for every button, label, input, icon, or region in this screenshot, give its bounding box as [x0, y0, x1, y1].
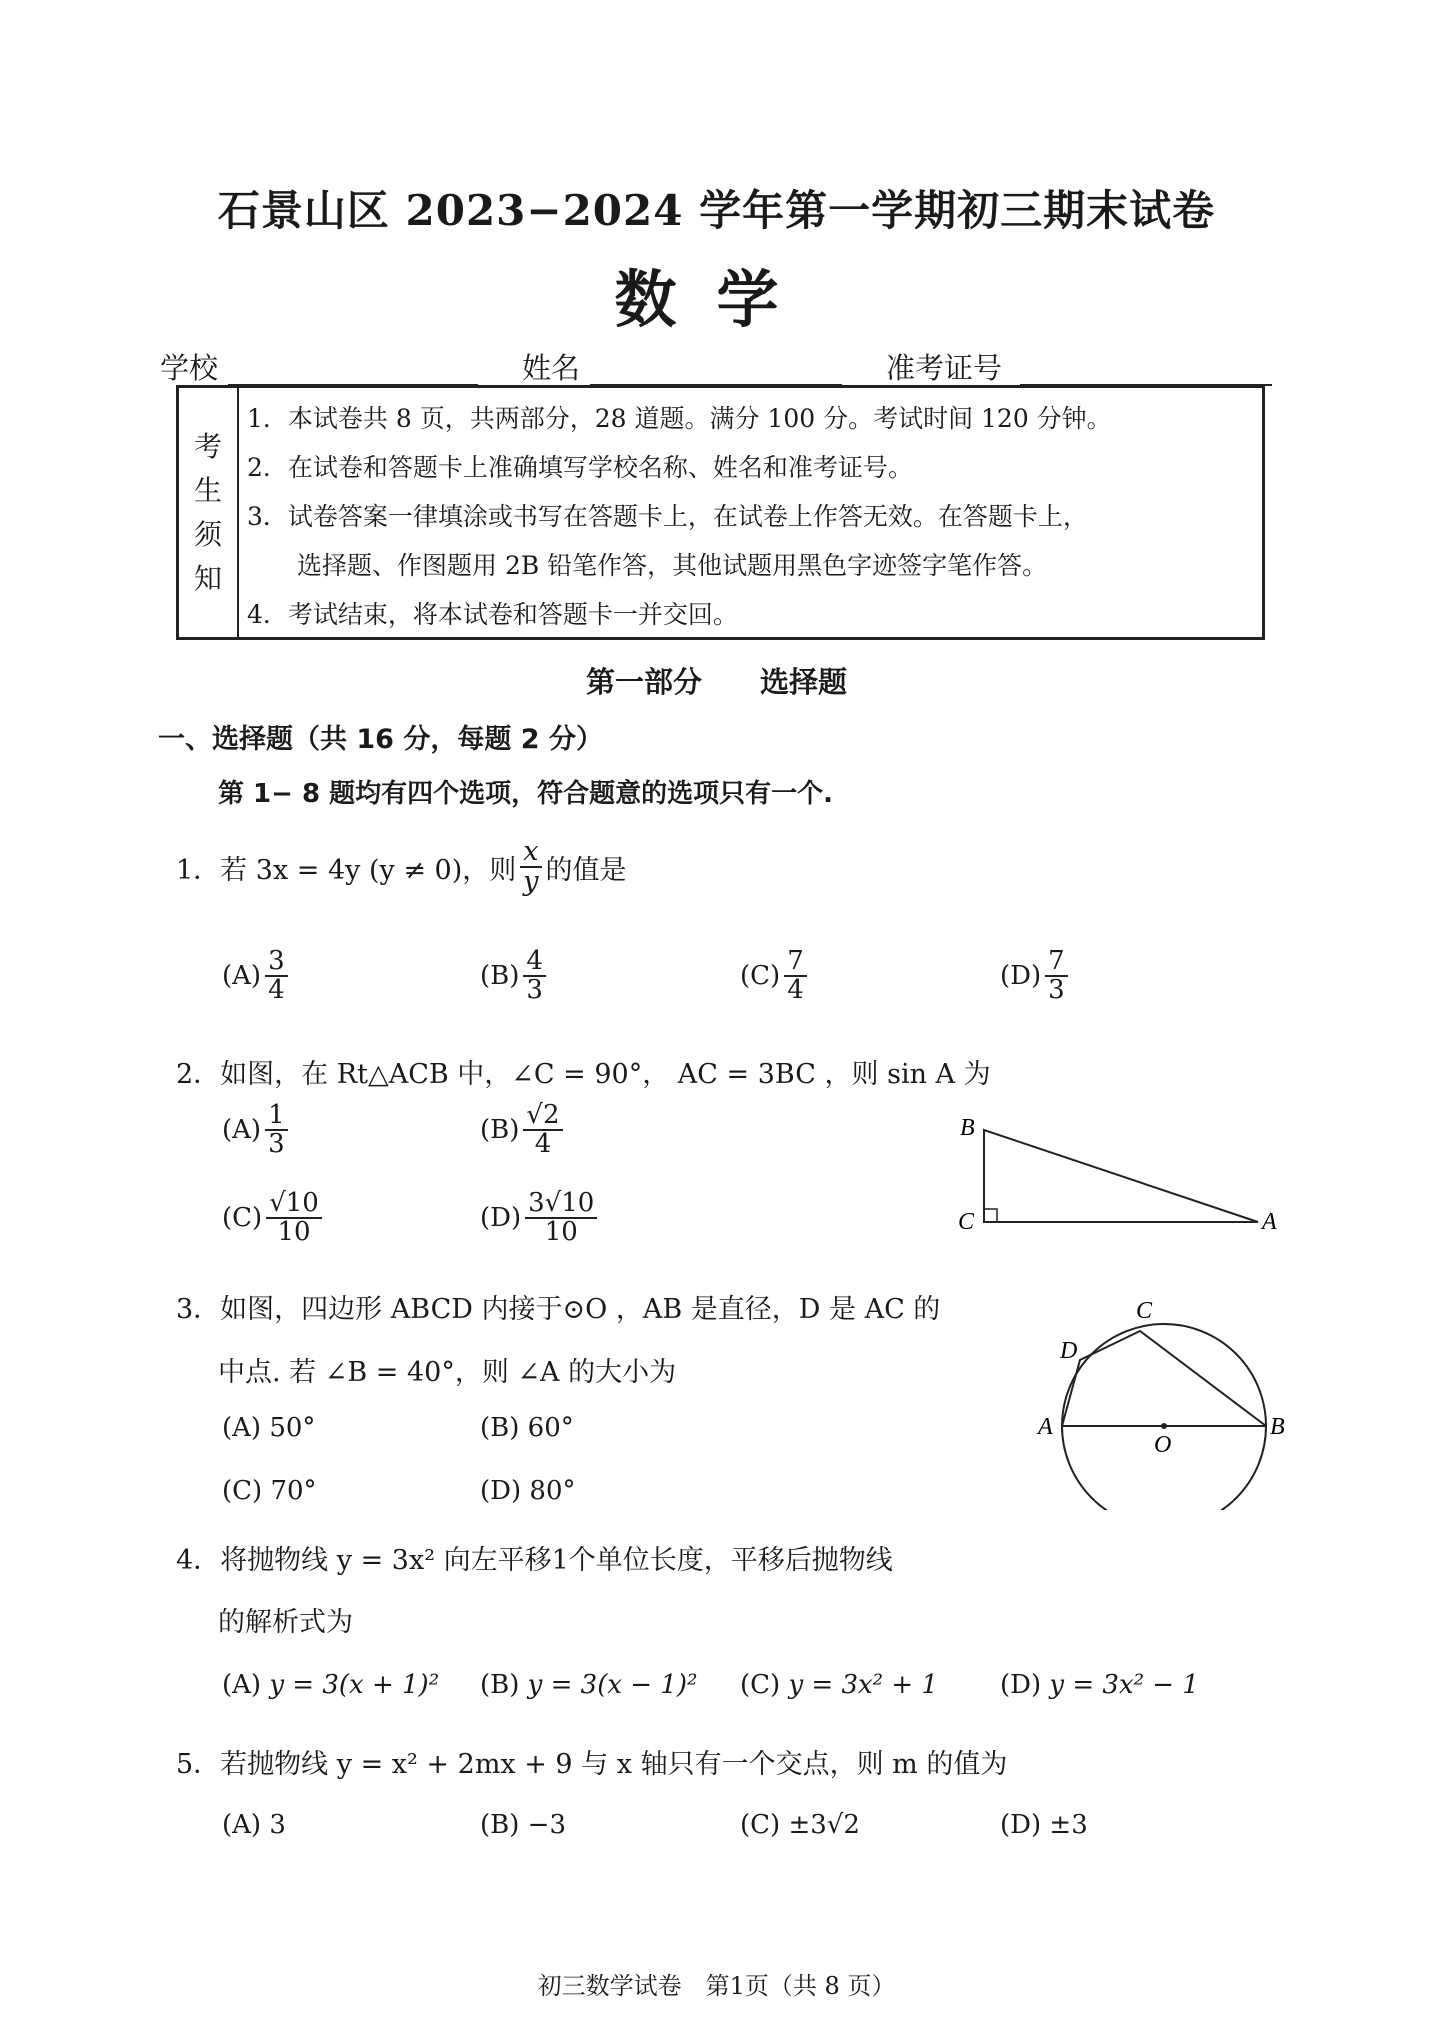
option-fraction [265, 1102, 288, 1159]
option-label: (D) [480, 1476, 522, 1506]
option-label: (B) [480, 961, 520, 992]
frac-num: 3√10 [525, 1190, 597, 1219]
frac-num: 1 [265, 1102, 288, 1131]
notice-heading-char: 考 [193, 429, 222, 463]
q3-option-c[interactable] [222, 1476, 317, 1506]
section-instruction: 第 1− 8 题均有四个选项，符合题意的选项只有一个. [218, 779, 833, 809]
school-label: 学校 [160, 351, 219, 385]
q3-circle-figure [1030, 1280, 1300, 1510]
option-value: 80° [529, 1476, 576, 1506]
option-value: y = 3(x − 1)² [527, 1670, 698, 1700]
option-label: (C) [740, 961, 781, 992]
q2-option-c[interactable] [222, 1190, 326, 1247]
option-value: y = 3x² + 1 [788, 1670, 938, 1700]
notice-item: 选择题、作图题用 2B 铅笔作答，其他试题用黑色字迹签字笔作答。 [247, 551, 1048, 580]
subject-title: 数学 [614, 263, 819, 336]
frac-den: 4 [534, 1129, 552, 1160]
notice-item: 4．考试结束，将本试卷和答题卡一并交回。 [247, 600, 738, 629]
vertex-label-b: B [960, 1115, 975, 1141]
frac-den: 4 [787, 975, 804, 1006]
notice-heading-char: 知 [193, 561, 222, 595]
q1-stem-pre: 1．若 3x = 4y (y ≠ 0)，则 [176, 854, 517, 886]
point-label-d: D [1060, 1338, 1078, 1364]
option-label: (B) [480, 1810, 520, 1840]
q5-option-d[interactable] [1000, 1810, 1088, 1840]
point-label-c: C [1136, 1298, 1153, 1324]
frac-den: 10 [544, 1217, 578, 1248]
option-value: y = 3x² − 1 [1049, 1670, 1199, 1700]
notice-item: 1．本试卷共 8 页，共两部分，28 道题。满分 100 分。考试时间 120 分钟。 [247, 404, 1112, 433]
question-2: 2．如图，在 Rt△ACB 中，∠C = 90°， AC = 3BC ，则 sin A 为 [176, 1059, 991, 1090]
frac-den: 4 [268, 975, 285, 1006]
option-fraction [523, 948, 546, 1005]
question-3-line2: 中点. 若 ∠B = 40°，则 ∠A 的大小为 [218, 1357, 677, 1388]
frac-num: 7 [1045, 948, 1068, 977]
option-value: 3 [269, 1810, 286, 1840]
triangle-shape [984, 1130, 1258, 1222]
q5-option-b[interactable] [480, 1810, 566, 1840]
option-label: (B) [480, 1670, 520, 1700]
option-label: (D) [1000, 1810, 1042, 1840]
question-4-line2: 的解析式为 [218, 1607, 353, 1638]
q4-option-b[interactable] [480, 1670, 697, 1700]
option-value: y = 3(x + 1)² [269, 1670, 440, 1700]
option-fraction [525, 1190, 597, 1247]
notice-heading [179, 388, 239, 637]
question-5: 5．若抛物线 y = x² + 2mx + 9 与 x 轴只有一个交点，则 m 的值为 [176, 1749, 1008, 1780]
q3-option-b[interactable] [480, 1413, 574, 1443]
q1-fraction [520, 838, 541, 897]
school-field[interactable] [228, 348, 478, 386]
point-label-a: A [1038, 1414, 1053, 1440]
q5-option-a[interactable] [222, 1810, 286, 1840]
option-fraction [265, 948, 288, 1005]
notice-heading-char: 生 [193, 473, 222, 507]
frac-den: 3 [526, 975, 543, 1006]
q2-option-b[interactable] [480, 1102, 567, 1159]
option-label: (B) [480, 1115, 520, 1146]
option-fraction [784, 948, 807, 1005]
option-fraction [1045, 948, 1068, 1005]
option-value: ±3√2 [788, 1810, 860, 1840]
q2-option-d[interactable] [480, 1190, 601, 1247]
option-label: (A) [222, 1670, 262, 1700]
option-value: 70° [270, 1476, 317, 1506]
name-field[interactable] [590, 348, 842, 386]
center-dot [1161, 1423, 1167, 1429]
option-label: (A) [222, 1413, 262, 1443]
q1-option-c[interactable] [740, 948, 811, 1005]
option-fraction [266, 1190, 322, 1247]
option-value: ±3 [1049, 1810, 1088, 1840]
q4-option-d[interactable] [1000, 1670, 1199, 1700]
point-label-b: B [1270, 1414, 1285, 1440]
q2-option-a[interactable] [222, 1102, 292, 1159]
option-label: (D) [1000, 1670, 1042, 1700]
q1-option-d[interactable] [1000, 948, 1072, 1005]
question-3-line1: 3．如图，四边形 ABCD 内接于⊙O ，AB 是直径，D 是 AC 的 [176, 1294, 941, 1325]
frac-num: √10 [266, 1190, 322, 1219]
notice-heading-char: 须 [193, 517, 222, 551]
exam-id-field[interactable] [1020, 348, 1272, 386]
question-4-line1: 4．将抛物线 y = 3x² 向左平移1个单位长度，平移后抛物线 [176, 1545, 893, 1576]
name-label: 姓名 [522, 351, 581, 385]
option-label: (C) [740, 1810, 781, 1840]
option-label: (B) [480, 1413, 520, 1443]
option-fraction [523, 1102, 562, 1159]
right-angle-mark [984, 1209, 997, 1222]
option-value: 60° [527, 1413, 574, 1443]
option-label: (A) [222, 961, 262, 992]
option-label: (D) [480, 1203, 522, 1234]
frac-den: 3 [1048, 975, 1065, 1006]
frac-num: √2 [523, 1102, 562, 1131]
notice-items [247, 394, 1252, 639]
option-label: (C) [222, 1476, 263, 1506]
frac-num: 4 [523, 948, 546, 977]
option-value: −3 [527, 1810, 566, 1840]
quadrilateral-abcd [1062, 1331, 1266, 1426]
frac-den: 10 [277, 1217, 311, 1248]
frac-num: 7 [784, 948, 807, 977]
page-footer: 初三数学试卷 第1页（共 8 页） [537, 1972, 896, 2000]
q1-option-a[interactable] [222, 948, 292, 1005]
exam-title: 石景山区 2023−2024 学年第一学期初三期末试卷 [217, 186, 1216, 235]
q4-option-c[interactable] [740, 1670, 938, 1700]
q2-triangle-figure [940, 1105, 1280, 1245]
notice-box [176, 385, 1265, 640]
section-heading: 一、选择题（共 16 分，每题 2 分） [158, 724, 603, 755]
notice-item: 2．在试卷和答题卡上准确填写学校名称、姓名和准考证号。 [247, 453, 913, 482]
exam-id-label: 准考证号 [886, 351, 1003, 385]
notice-item: 3．试卷答案一律填涂或书写在答题卡上，在试卷上作答无效。在答题卡上， [247, 502, 1088, 531]
q5-option-c[interactable] [740, 1810, 860, 1840]
q1-frac-den: y [523, 866, 539, 898]
q3-option-a[interactable] [222, 1413, 315, 1443]
question-1 [176, 838, 627, 897]
option-value: 50° [269, 1413, 316, 1443]
q1-frac-num: x [520, 838, 541, 868]
point-label-o: O [1154, 1432, 1172, 1458]
frac-den: 3 [268, 1129, 285, 1160]
option-label: (C) [740, 1670, 781, 1700]
q1-stem-post: 的值是 [545, 854, 627, 886]
circle-o [1062, 1324, 1266, 1510]
q4-option-a[interactable] [222, 1670, 439, 1700]
part1-heading: 第一部分 选择题 [585, 665, 847, 699]
q1-option-b[interactable] [480, 948, 550, 1005]
q3-option-d[interactable] [480, 1476, 576, 1506]
vertex-label-c: C [958, 1209, 975, 1235]
option-label: (A) [222, 1810, 262, 1840]
frac-num: 3 [265, 948, 288, 977]
vertex-label-a: A [1262, 1209, 1277, 1235]
option-label: (A) [222, 1115, 262, 1146]
option-label: (D) [1000, 961, 1042, 992]
option-label: (C) [222, 1203, 263, 1234]
